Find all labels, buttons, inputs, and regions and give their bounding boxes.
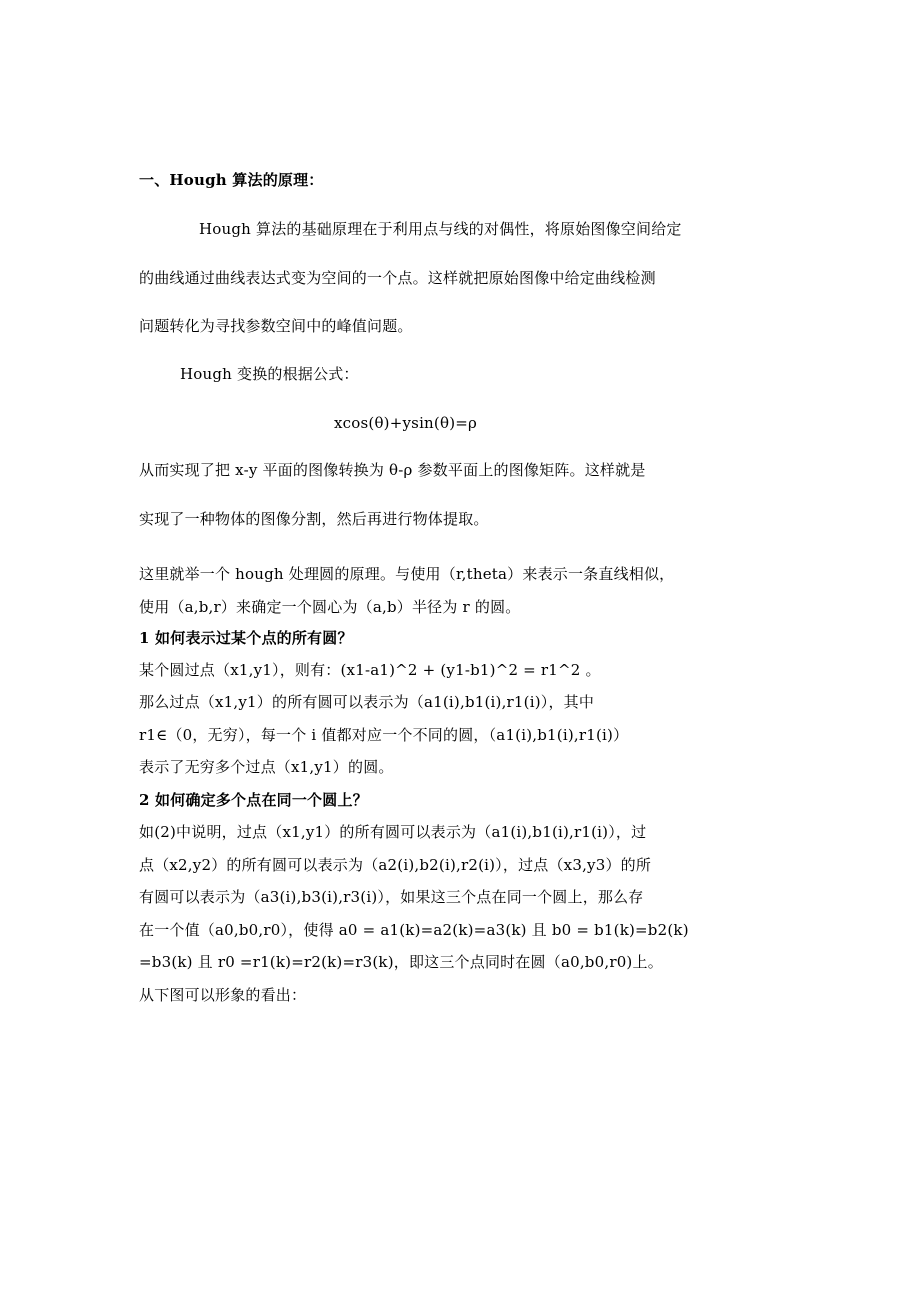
question-1-line: 某个圆过点（x1,y1），则有：(x1-a1)^2 + (y1-b1)^2 = r1^2 。 <box>139 661 601 679</box>
question-2-line: 在一个值（a0,b0,r0），使得 a0 = a1(k)=a2(k)=a3(k) 且 b0 = b1(k)=b2(k) <box>139 921 689 939</box>
closing-line: 从下图可以形象的看出： <box>139 986 307 1004</box>
question-1-line: 那么过点（x1,y1）的所有圆可以表示为（a1(i),b1(i),r1(i)），其中 <box>139 693 595 711</box>
intro-paragraph-line: 的曲线通过曲线表达式变为空间的一个点。这样就把原始图像中给定曲线检测 <box>139 269 656 287</box>
circle-intro-line: 使用（a,b,r）来确定一个圆心为（a,b）半径为 r 的圆。 <box>139 598 521 616</box>
hough-formula: xcos(θ)+ysin(θ)=ρ <box>334 414 478 432</box>
question-2-heading: 2 如何确定多个点在同一个圆上？ <box>139 791 368 809</box>
after-formula-line: 实现了一种物体的图像分割，然后再进行物体提取。 <box>139 510 489 528</box>
question-2-line: 有圆可以表示为（a3(i),b3(i),r3(i)），如果这三个点在同一个圆上，那么存 <box>139 888 644 906</box>
section-heading: 一、Hough 算法的原理： <box>139 171 324 189</box>
question-1-heading: 1 如何表示过某个点的所有圆？ <box>139 629 353 647</box>
after-formula-line: 从而实现了把 x-y 平面的图像转换为 θ-ρ 参数平面上的图像矩阵。这样就是 <box>139 461 646 479</box>
question-1-line: 表示了无穷多个过点（x1,y1）的圆。 <box>139 758 394 776</box>
question-2-line: 点（x2,y2）的所有圆可以表示为（a2(i),b2(i),r2(i)），过点（x3,y3）的所 <box>139 856 652 874</box>
formula-intro: Hough 变换的根据公式： <box>180 365 359 383</box>
circle-intro-line: 这里就举一个 hough 处理圆的原理。与使用（r,theta）来表示一条直线相似， <box>139 565 675 583</box>
question-1-line: r1∈（0，无穷），每一个 i 值都对应一个不同的圆，（a1(i),b1(i),r1(i)） <box>139 726 629 744</box>
question-2-line: =b3(k) 且 r0 =r1(k)=r2(k)=r3(k)，即这三个点同时在圆（a0,b0,r0)上。 <box>139 953 663 971</box>
question-2-line: 如(2)中说明，过点（x1,y1）的所有圆可以表示为（a1(i),b1(i),r1(i)），过 <box>139 823 647 841</box>
intro-paragraph-line: Hough 算法的基础原理在于利用点与线的对偶性，将原始图像空间给定 <box>199 220 682 238</box>
intro-paragraph-line: 问题转化为寻找参数空间中的峰值问题。 <box>139 317 413 335</box>
